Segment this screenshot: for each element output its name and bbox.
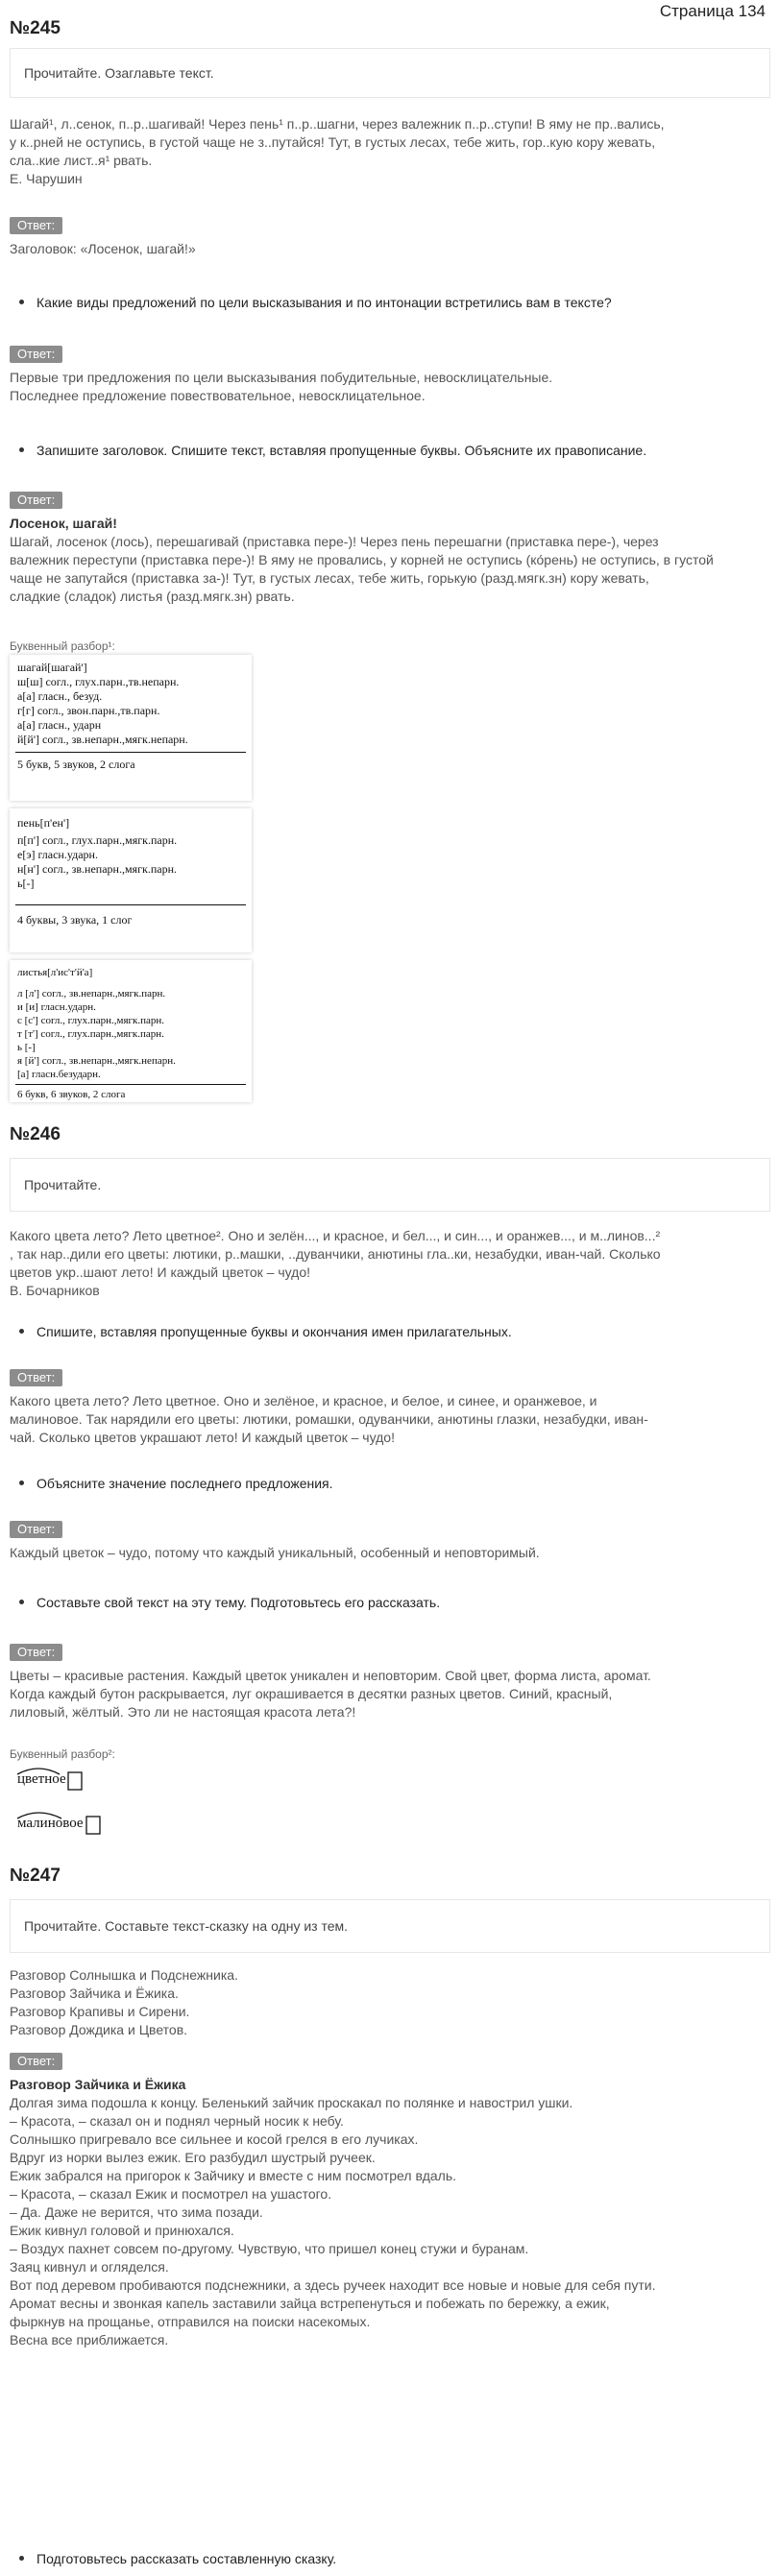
story-line: Ежик забрался на пригорок к Зайчику и вместе с ним посмотрел вдаль.: [10, 2168, 457, 2183]
theme-item: Разговор Солнышка и Подснежника.: [10, 1967, 238, 1983]
exercise-text-246: [10, 1227, 768, 1300]
card-row: е[э] гласн.ударн.: [17, 848, 98, 861]
root-arc: [17, 1769, 60, 1774]
answer-badge: Ответ:: [10, 217, 62, 234]
question-text: Подготовьтесь рассказать составленную сказку.: [37, 2551, 337, 2566]
story-line: – Воздух пахнет совсем по-другому. Чувствую, что пришел конец стужи и буранам.: [10, 2241, 529, 2256]
question-item: [19, 2550, 768, 2568]
story-line: Вот под деревом пробиваются подснежники, а здесь ручеек находит все новые и новые для себя пути.: [10, 2277, 656, 2293]
theme-item: Разговор Зайчика и Ёжика.: [10, 1986, 179, 2001]
card-row: ш[ш] согл., глух.парн.,тв.непарн.: [17, 675, 180, 688]
question-item: [19, 1594, 768, 1612]
ending-box: [68, 1772, 82, 1790]
exercise-number-247: №247: [10, 1866, 61, 1886]
story-line: Заяц кивнул и огляделся.: [10, 2259, 169, 2275]
letter-analysis-card: [10, 655, 252, 801]
answer-line: Первые три предложения по цели высказывания побудительные, невосклицательные.: [10, 370, 553, 385]
card-row: и [и] гласн.ударн.: [17, 1001, 96, 1013]
story-line: фыркнув на прощанье, отправился на поиски насекомых.: [10, 2314, 371, 2329]
theme-item: Разговор Крапивы и Сирени.: [10, 2004, 190, 2019]
card-row: с [с'] согл., глух.парн.,мягк.парн.: [17, 1015, 165, 1026]
text-line: сла..кие лист..я¹ рвать.: [10, 153, 153, 168]
story-line: Вдруг из норки вылез ежик. Его разбудил шустрый ручеек.: [10, 2150, 376, 2165]
letter-analysis-label: Буквенный разбор¹:: [10, 639, 115, 653]
word-text: цветное: [17, 1771, 66, 1787]
question-item: [19, 1475, 768, 1493]
exercise-text-245: [10, 115, 768, 188]
card-row: п[п'] согл., глух.парн.,мягк.парн.: [17, 833, 178, 847]
answer-line: лиловый, жёлтый. Это ли не настоящая красота лета?!: [10, 1704, 356, 1720]
question-item: [19, 1323, 768, 1341]
root-arc: [17, 1813, 61, 1818]
card-head: листья[л'ис'т'й'а]: [17, 967, 93, 978]
divider: [15, 1084, 246, 1085]
question-text: Составьте свой текст на эту тему. Подготовьтесь его рассказать.: [37, 1595, 441, 1610]
exercise-number-245: №245: [10, 18, 61, 38]
answer-text: Заголовок: «Лосенок, шагай!»: [10, 241, 196, 256]
task-box-247: [10, 1899, 770, 1953]
card-row: ь[-]: [17, 877, 35, 890]
task-text: Прочитайте. Озаглавьте текст.: [24, 64, 214, 81]
card-row: ь [-]: [17, 1042, 36, 1053]
answer-title: Разговор Зайчика и Ёжика: [10, 2077, 186, 2092]
answer-badge: Ответ:: [10, 1369, 62, 1386]
theme-item: Разговор Дождика и Цветов.: [10, 2022, 188, 2037]
text-line: цветов укр..шают лето! И каждый цветок – чудо!: [10, 1264, 311, 1280]
answer-badge: Ответ:: [10, 492, 62, 509]
answer-text: [10, 2076, 768, 2349]
answer-line: малиновое. Так нарядили его цветы: лютики, ромашки, одуванчики, анютины глазки, незабудки, иван-: [10, 1411, 648, 1427]
task-box-245: [10, 48, 770, 98]
question-text: Какие виды предложений по цели высказывания и по интонации встретились вам в тексте?: [37, 295, 612, 310]
question-text: Спишите, вставляя пропущенные буквы и окончания имен прилагательных.: [37, 1324, 512, 1339]
answer-text: [10, 1392, 768, 1447]
letter-analysis-label: Буквенный разбор²:: [10, 1747, 115, 1761]
card-row: т [т'] согл., глух.парн.,мягк.парн.: [17, 1028, 164, 1040]
answer-badge: Ответ:: [10, 1521, 62, 1538]
card-row: г[г] согл., звон.парн.,тв.парн.: [17, 704, 160, 717]
divider: [15, 904, 246, 905]
page-number: Страница 134: [659, 2, 766, 20]
task-text: Прочитайте.: [24, 1176, 102, 1192]
card-row: а[а] гласн., безуд.: [17, 689, 103, 703]
story-line: – Красота, – сказал он и поднял черный носик к небу.: [10, 2113, 344, 2129]
card-row: а[а] гласн., ударн: [17, 718, 102, 732]
story-line: Аромат весны и звонкая капель заставили зайца встрепенуться и побежать по бережку, а ежик,: [10, 2296, 610, 2311]
card-row: н[н'] согл., зв.непарн.,мягк.парн.: [17, 862, 177, 876]
question-item: [19, 294, 768, 312]
card-foot: 4 буквы, 3 звука, 1 слог: [17, 913, 133, 927]
story-line: Ежик кивнул головой и принюхался.: [10, 2223, 234, 2238]
answer-line: сладкие (сладок) листья (разд.мягк.зн) рвать.: [10, 589, 295, 604]
story-line: Солнышко пригревало все сильнее и косой грелся в его лучиках.: [10, 2131, 419, 2147]
text-line: у к..рней не оступись, в густой чаще не з..путайся! Тут, в густых лесах, тебе жить, гор..кую кору жевать,: [10, 134, 656, 150]
answer-badge: Ответ:: [10, 1644, 62, 1661]
author: Е. Чарушин: [10, 171, 83, 186]
answer-badge: Ответ:: [10, 2053, 62, 2070]
themes-list: [10, 1966, 768, 2039]
question-text: Запишите заголовок. Спишите текст, вставляя пропущенные буквы. Объясните их правописание.: [37, 443, 647, 458]
divider: [15, 752, 246, 753]
task-text: Прочитайте. Составьте текст-сказку на одну из тем.: [24, 1917, 349, 1934]
answer-text: [10, 515, 768, 606]
answer-line: Шагай, лосенок (лось), перешагивай (приставка пере-)! Через пень перешагни (приставка пере-), через: [10, 534, 659, 549]
answer-line: валежник переступи (приставка пере-)! В яму не провались, у корней не оступись (ко́рень) не оступись, в густой: [10, 552, 714, 567]
answer-line: Какого цвета лето? Лето цветное. Оно и зелёное, и красное, и белое, и синее, и оранжевое, и: [10, 1393, 597, 1408]
card-row: й[й'] согл., зв.непарн.,мягк.непарн.: [17, 733, 188, 746]
story-line: Долгая зима подошла к концу. Беленький зайчик проскакал по полянке и навострил ушки.: [10, 2095, 573, 2110]
text-line: , так нар..дили его цветы: лютики, р..машки, ..дуванчики, анютины гла..ки, незабудки, иван-чай. Сколько: [10, 1246, 661, 1262]
card-row: [а] гласн.безударн.: [17, 1069, 101, 1080]
answer-line: чаще не запутайся (приставка за-)! Тут, в густых лесах, тебе жить, горькую (разд.мягк.зн) кору жевать,: [10, 570, 649, 586]
card-foot: 5 букв, 5 звуков, 2 слога: [17, 758, 135, 771]
answer-line: чай. Сколько цветов украшают лето! И каждый цветок – чудо!: [10, 1430, 395, 1445]
story-line: – Да. Даже не верится, что зима позади.: [10, 2204, 263, 2220]
task-box-246: [10, 1158, 770, 1212]
answer-badge: Ответ:: [10, 346, 62, 363]
answer-text: [10, 1667, 768, 1721]
answer-text: Каждый цветок – чудо, потому что каждый уникальный, особенный и неповторимый.: [10, 1545, 540, 1560]
story-line: – Красота, – сказал Ежик и посмотрел на ушастого.: [10, 2186, 332, 2202]
question-text: Объясните значение последнего предложения.: [37, 1476, 333, 1491]
answer-text: [10, 369, 768, 405]
text-line: Какого цвета лето? Лето цветное². Оно и зелён..., и красное, и бел..., и син..., и оранжев..., и м..линов...²: [10, 1228, 661, 1243]
answer-line: Цветы – красивые растения. Каждый цветок уникален и неповторим. Свой цвет, форма листа, аромат.: [10, 1668, 651, 1683]
card-foot: 6 букв, 6 звуков, 2 слога: [17, 1089, 126, 1100]
card-row: л [л'] согл., зв.непарн.,мягк.парн.: [17, 988, 166, 999]
answer-line: Последнее предложение повествовательное, невосклицательное.: [10, 388, 426, 403]
word-text: малиновое: [17, 1816, 84, 1831]
ending-box: [86, 1817, 100, 1834]
letter-analysis-card: [10, 960, 252, 1102]
answer-title: Лосенок, шагай!: [10, 516, 117, 531]
text-line: Шагай¹, л..сенок, п..р..шагивай! Через пень¹ п..р..шагни, через валежник п..р..ступи! В яму не пр..вались,: [10, 116, 665, 132]
morpheme-marks: [13, 1805, 129, 1843]
card-head: шагай[шагай']: [17, 661, 87, 674]
author: В. Бочарников: [10, 1283, 100, 1298]
exercise-number-246: №246: [10, 1124, 61, 1144]
card-head: пень[п'ен']: [17, 816, 70, 830]
card-row: я [й'] согл., зв.непарн.,мягк.непарн.: [17, 1055, 176, 1067]
question-item: [19, 442, 768, 460]
story-line: Весна все приближается.: [10, 2332, 169, 2347]
letter-analysis-card: [10, 808, 252, 952]
answer-line: Когда каждый бутон раскрывается, луг окрашивается в десятки разных цветов. Синий, красный,: [10, 1686, 613, 1701]
